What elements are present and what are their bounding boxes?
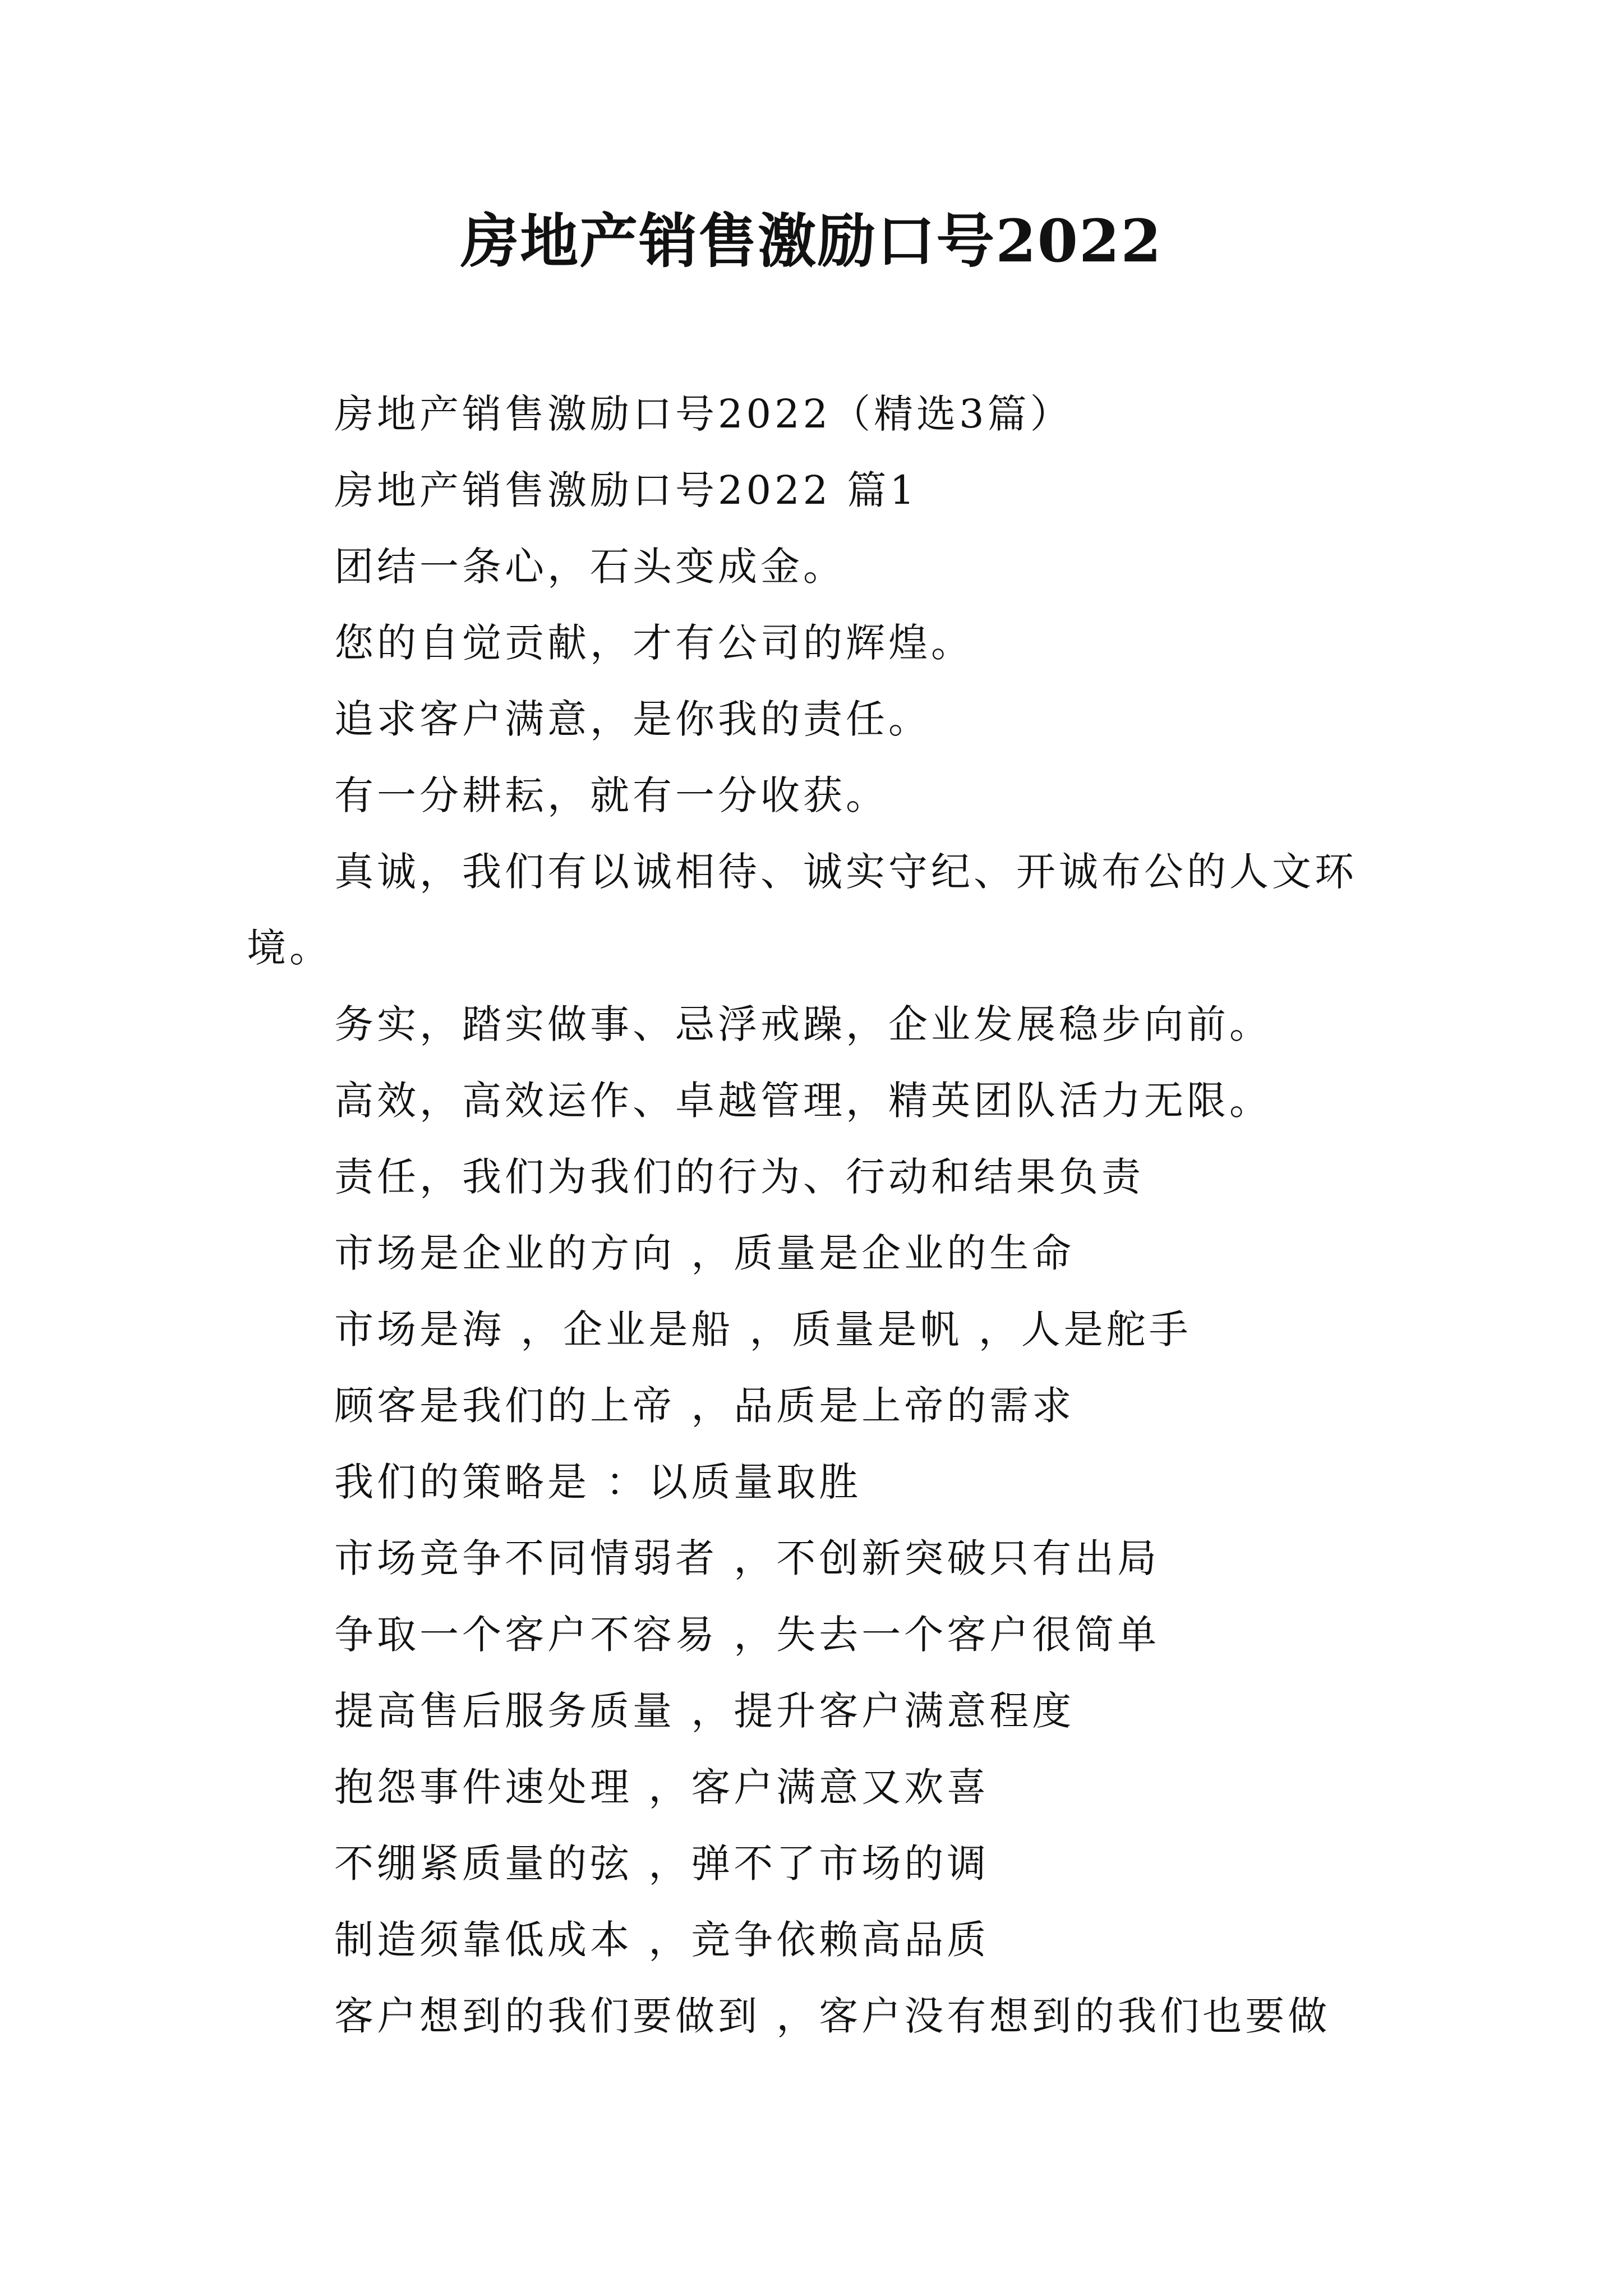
paragraph: 争取一个客户不容易 ，失去一个客户很简单 <box>334 1612 1160 1658</box>
paragraph: 提高售后服务质量 ，提升客户满意程度 <box>334 1688 1075 1734</box>
paragraph: 客户想到的我们要做到 ，客户没有想到的我们也要做 <box>334 1993 1331 2039</box>
paragraph: 顾客是我们的上帝 ，品质是上帝的需求 <box>334 1383 1075 1429</box>
paragraph: 您的自觉贡献，才有公司的辉煌。 <box>334 620 974 666</box>
paragraph: 高效，高效运作、卓越管理，精英团队活力无限。 <box>334 1078 1272 1124</box>
document-body <box>247 376 1391 2054</box>
paragraph: 市场是海 ，企业是船 ，质量是帆 ，人是舵手 <box>334 1306 1192 1352</box>
paragraph: 我们的策略是 ：以质量取胜 <box>334 1459 862 1505</box>
paragraph: 房地产销售激励口号2022（精选3篇） <box>334 391 1073 437</box>
paragraph: 抱怨事件速处理 ，客户满意又欢喜 <box>334 1764 990 1810</box>
paragraph: 真诚，我们有以诚相待、诚实守纪、开诚布公的人文环境。 <box>247 849 1357 971</box>
paragraph: 团结一条心，石头变成金。 <box>334 544 846 590</box>
paragraph: 追求客户满意，是你我的责任。 <box>334 696 931 742</box>
paragraph: 房地产销售激励口号2022 篇1 <box>334 467 918 513</box>
paragraph: 制造须靠低成本 ，竞争依赖高品质 <box>334 1917 990 1963</box>
paragraph: 务实，踏实做事、忌浮戒躁，企业发展稳步向前。 <box>334 1001 1272 1047</box>
paragraph: 不绷紧质量的弦 ，弹不了市场的调 <box>334 1841 990 1887</box>
paragraph: 责任，我们为我们的行为、行动和结果负责 <box>334 1154 1144 1200</box>
document-title: 房地产销售激励口号2022 <box>460 206 1163 275</box>
paragraph: 市场竞争不同情弱者 ，不创新突破只有出局 <box>334 1535 1160 1581</box>
paragraph: 有一分耕耘，就有一分收获。 <box>334 772 888 818</box>
paragraph: 市场是企业的方向 ，质量是企业的生命 <box>334 1230 1075 1276</box>
